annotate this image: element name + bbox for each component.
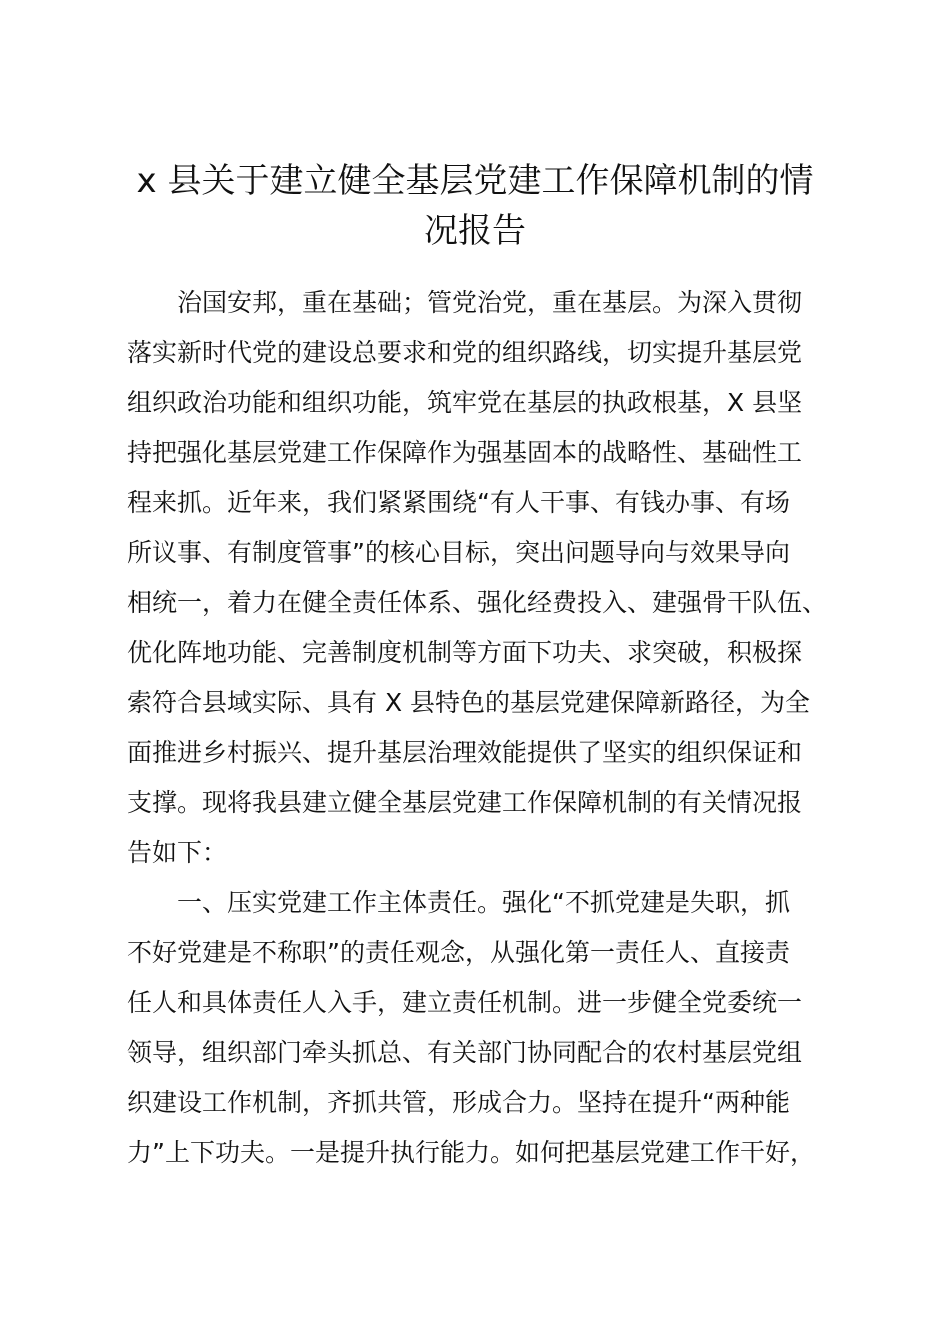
document-title xyxy=(110,156,840,256)
body-line: 领导，组织部门牵头抓总、有关部门协同配合的农村基层党组 xyxy=(127,1038,803,1067)
body-line: 力”上下功夫。一是提升执行能力。如何把基层党建工作干好， xyxy=(127,1138,815,1167)
body-line: 支撑。现将我县建立健全基层党建工作保障机制的有关情况报 xyxy=(127,788,803,817)
body-line: 持把强化基层党建工作保障作为强基固本的战略性、基础性工 xyxy=(127,438,803,467)
title-line-1: x 县关于建立健全基层党建工作保障机制的情 xyxy=(136,161,814,201)
body-line: 织建设工作机制，齐抓共管，形成合力。坚持在提升“两种能 xyxy=(127,1088,790,1117)
body-line: 所议事、有制度管事”的核心目标，突出问题导向与效果导向 xyxy=(127,538,790,567)
body-line: 优化阵地功能、完善制度机制等方面下功夫、求突破，积极探 xyxy=(127,638,803,667)
body-line: 落实新时代党的建设总要求和党的组织路线，切实提升基层党 xyxy=(127,338,803,367)
body-line: 面推进乡村振兴、提升基层治理效能提供了坚实的组织保证和 xyxy=(127,738,803,767)
body-line: 治国安邦，重在基础；管党治党，重在基层。为深入贯彻 xyxy=(127,288,803,317)
body-line: 任人和具体责任人入手，建立责任机制。进一步健全党委统一 xyxy=(127,988,803,1017)
body-line: 组织政治功能和组织功能，筑牢党在基层的执政根基，X 县坚 xyxy=(127,388,803,417)
body-line: 程来抓。近年来，我们紧紧围绕“有人干事、有钱办事、有场 xyxy=(127,488,790,517)
body-line: 告如下： xyxy=(127,838,228,867)
body-line: 一、压实党建工作主体责任。强化“不抓党建是失职，抓 xyxy=(127,888,790,917)
body-line: 相统一，着力在健全责任体系、强化经费投入、建强骨干队伍、 xyxy=(127,588,828,617)
title-line-2: 况报告 xyxy=(424,211,526,251)
body-line: 索符合县域实际、具有 X 县特色的基层党建保障新路径，为全 xyxy=(127,688,811,717)
body-line: 不好党建是不称职”的责任观念，从强化第一责任人、直接责 xyxy=(127,938,790,967)
